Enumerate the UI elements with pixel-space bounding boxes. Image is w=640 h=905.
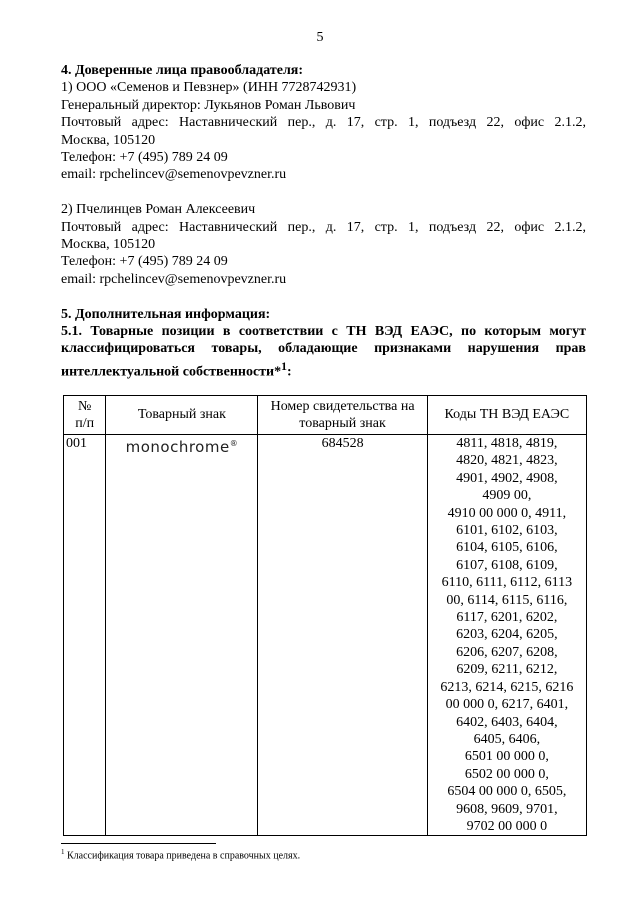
section-5-heading: 5. Дополнительная информация: [61,306,271,322]
section-5-1-line1: 5.1. Товарные позиции в соответствии с ТН ВЭД ЕАЭС, по которым могут [61,324,586,340]
section-5-1-line2: классифицироваться товары, обладающие признаками нарушения прав [61,341,586,357]
header-cert-line2: товарный знак [299,416,386,431]
code-line: 6213, 6214, 6215, 6216 [440,679,574,695]
code-line: 6501 00 000 0, [464,749,549,765]
rep2-email: email: rpchelincev@semenovpevzner.ru [61,271,287,287]
code-line: 6117, 6201, 6202, [456,610,558,626]
registered-mark: ® [229,439,239,448]
table-header-row [64,396,587,435]
code-line: 6203, 6204, 6205, [456,627,558,643]
code-line: 4901, 4902, 4908, [456,470,558,486]
code-line: 6101, 6102, 6103, [456,523,558,539]
code-line: 6502 00 000 0, [464,766,549,782]
header-num-line1: № [78,398,92,414]
header-certificate [258,396,427,435]
code-line: 6402, 6403, 6404, [456,714,558,730]
code-line: 9702 00 000 0 [466,818,548,834]
code-line: 6504 00 000 0, 6505, [447,784,567,800]
header-codes: Коды ТН ВЭД ЕАЭС [427,396,586,435]
rep2-address-line1: Почтовый адрес: Наставнический пер., д. 17, стр. 1, подъезд 22, офис 2.1.2, [61,219,586,235]
rep1-address-line1: Почтовый адрес: Наставнический пер., д. 17, стр. 1, подъезд 22, офис 2.1.2, [61,115,586,131]
rep1-director: Генеральный директор: Лукьянов Роман Львович [61,97,356,113]
header-mark: Товарный знак [106,396,258,435]
code-line: 4820, 4821, 4823, [456,453,558,469]
code-line: 4811, 4818, 4819, [456,436,558,451]
trademark-logo [126,438,239,456]
footnote [61,848,300,861]
code-line: 6206, 6207, 6208, [456,644,558,660]
footnote-divider [61,843,216,844]
section-5-1-line3-text: интеллектуальной собственности* [61,364,282,380]
header-num [64,396,106,435]
rep1-name: 1) ООО «Семенов и Певзнер» (ИНН 7728742931) [61,80,357,96]
footnote-ref: 1 [281,359,287,373]
codes-cell [427,435,586,836]
code-line: 6104, 6105, 6106, [456,540,558,556]
code-line: 6405, 6406, [473,731,541,747]
trademark-table [63,395,587,836]
rep1-phone: Телефон: +7 (495) 789 24 09 [61,150,228,166]
header-cert-line1: Номер свидетельства на [270,398,415,414]
code-line: 00 000 0, 6217, 6401, [445,697,569,713]
rep1-address-line2: Москва, 105120 [61,132,156,148]
code-line: 4910 00 000 0, 4911, [447,505,567,521]
section-5-1-line3 [61,358,586,381]
code-line: 6110, 6111, 6112, 6113 [441,575,573,591]
section-4-heading: 4. Доверенные лица правообладателя: [61,63,304,78]
header-num-line2: п/п [75,416,95,431]
code-line: 6107, 6108, 6109, [456,557,558,573]
rep2-phone: Телефон: +7 (495) 789 24 09 [61,254,228,270]
page-number: 5 [316,30,324,45]
document-body [61,62,586,381]
table-row [64,435,587,836]
section-5-1-line3-colon: : [286,364,292,380]
certificate-number: 684528 [258,435,427,836]
rep2-name: 2) Пчелинцев Роман Алексеевич [61,202,256,218]
trademark-cell [106,435,258,836]
footnote-marker: 1 [61,848,65,856]
code-line: 4909 00, [482,488,532,504]
footnote-text: Классификация товара приведена в справочных целях. [64,850,301,862]
code-line: 00, 6114, 6115, 6116, [446,592,568,608]
row-num: 001 [64,435,106,836]
code-line: 6209, 6211, 6212, [456,662,558,678]
rep2-address-line2: Москва, 105120 [61,237,156,253]
rep1-email: email: rpchelincev@semenovpevzner.ru [61,167,287,183]
code-line: 9608, 9609, 9701, [456,801,558,817]
trademark-logo-text: monochrome [125,438,230,456]
